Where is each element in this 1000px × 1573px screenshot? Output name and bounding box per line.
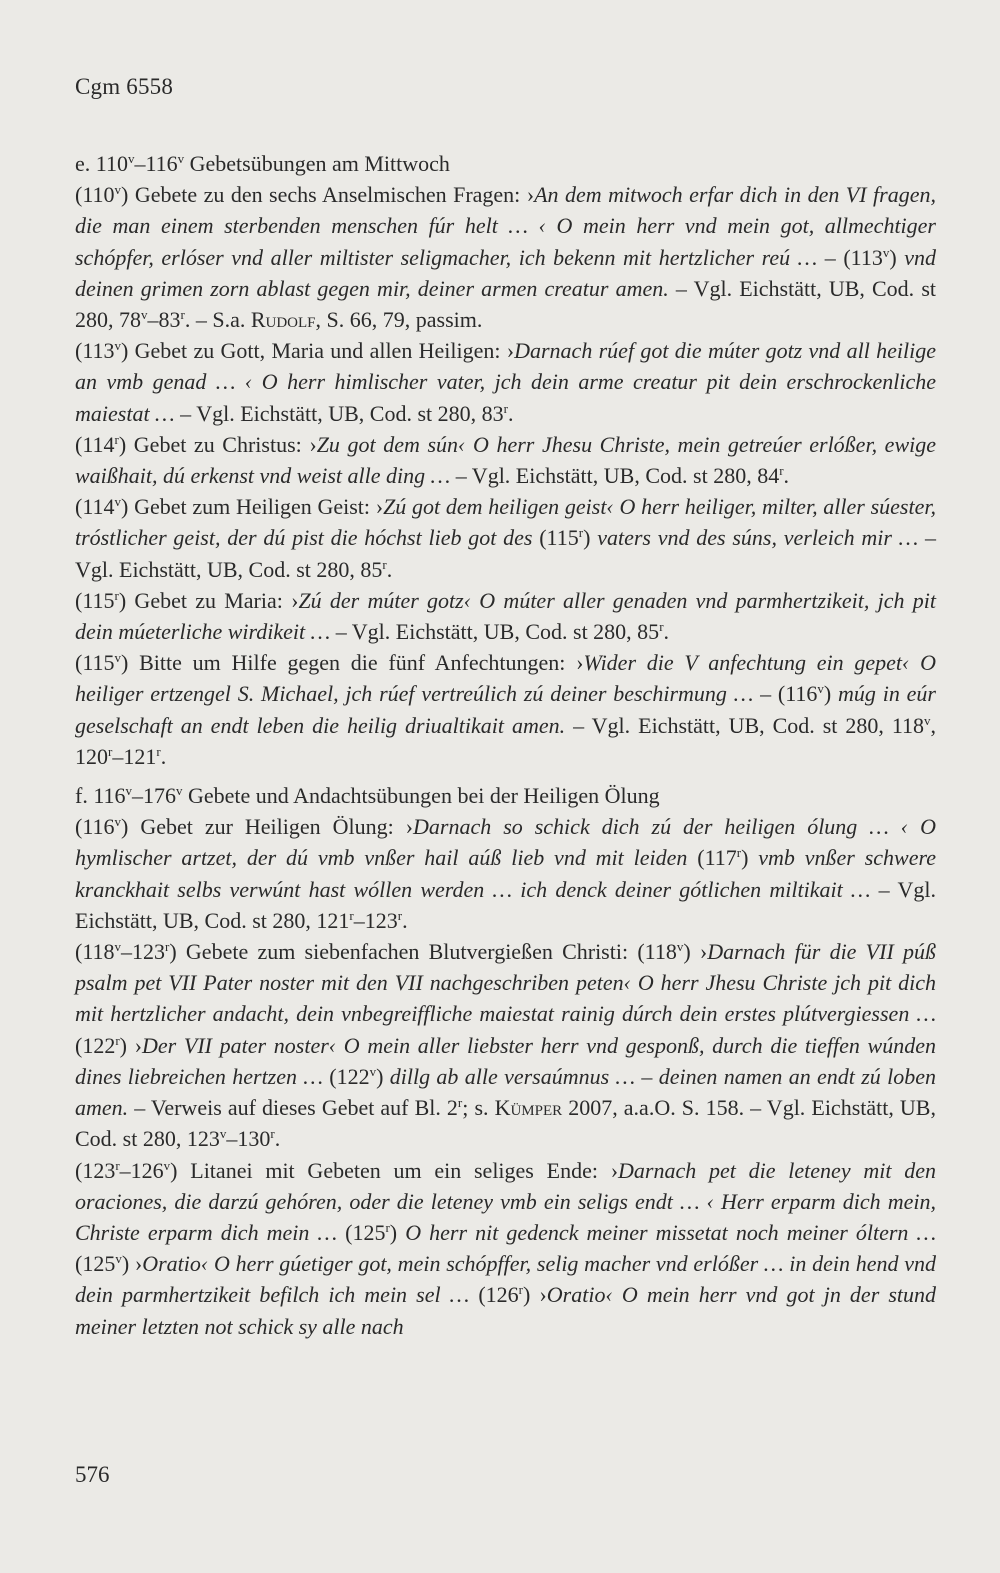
quotation-text: Zú got dem heiligen geist‹ O herr heiliger, milter, aller súester, tróstlicher geist, der dú pist die hóchst lieb got des [75,494,936,551]
quotation-text: Der VII pater noster‹ O mein aller liebster herr vnd gesponß, durch die tieffen wúnden dines liebreichen hertzen … [75,1032,936,1089]
folio-side: r [108,743,113,759]
body-text [75,148,936,1342]
folio-side: v [125,783,133,799]
folio-side: r [349,907,354,923]
text-run: – Vgl. Eichstätt, UB, Cod. st 280, 78 [75,275,936,333]
text-run: (113 [75,338,115,364]
folio-side: r [180,307,185,323]
running-head: Cgm 6558 [75,74,174,99]
folio-side: v [114,182,122,198]
text-run: (114 [75,494,115,520]
folio-side: r [779,463,784,479]
text-run: –123 [121,939,166,965]
text-run: – Vgl. Eichstätt, UB, Cod. st 280, 118 [565,712,924,738]
folio-side: r [385,1219,390,1235]
text-run: . [274,1126,281,1152]
folio-side: r [115,1032,120,1048]
quotation-text: O herr nit gedenck meiner missetat noch meiner óltern … [405,1219,937,1245]
folio-side: r [114,431,119,447]
quotation-text: Darnach so schick dich zú der heiligen ólung … ‹ O hymlischer artzet, der dú vmb vnßer hail aúß lieb vnd mit leiden [75,814,936,871]
text-run: (117 [687,845,737,871]
text-run: Gebetsübungen am Mittwoch [184,151,450,176]
entry [75,429,936,491]
section-heading [75,780,936,811]
author-name: Rudolf [250,307,316,333]
quotation-text: Oratio‹ O herr gúetiger got, mein schópffer, selig macher vnd erlóßer … in dein hend vnd dein parmhertzikeit befilch ich mein sel … [75,1251,936,1308]
folio-side: v [141,307,148,323]
text-run: . [507,400,514,426]
text-run: (125 [337,1219,386,1245]
text-run: (122 [75,1032,116,1058]
entry [75,335,936,429]
text-run: – (113 [817,244,883,270]
text-run: ) Gebet zum Heiligen Geist: › [121,494,384,520]
text-run: ) › [523,1282,547,1308]
quotation-text: Oratio‹ O mein herr vnd got jn der stund meiner letzten not schick sy alle nach [75,1282,937,1339]
folio-side: r [270,1126,275,1142]
folio-side: r [736,845,742,861]
folio-side: v [369,1063,377,1079]
text-run: ; s. [462,1095,495,1121]
text-run: ) Gebet zu Gott, Maria und allen Heiligen: › [121,338,515,364]
text-run: ) [376,1063,390,1089]
text-run: (126 [469,1282,519,1308]
quotation-text: vnd deinen grimen zorn ablast gegen mir, deiner armen creatur amen. [75,244,937,301]
folio-side: v [114,939,122,955]
folio-side: v [114,814,122,830]
text-run: , 120 [75,712,936,769]
text-run: –123 [353,907,398,933]
author-name: Kümper [494,1095,563,1121]
section [75,780,936,1342]
quotation-text: múg in eúr geselschaft an endt leben die heilig driualtikait amen. [75,681,936,738]
quotation-text: Darnach für die VII púß psalm pet VII Pater noster mit den VII nachgeschriben peten‹ O herr Jhesu Christe jch pit dich mit hertzlicher andacht, dein vnbegreiffliche maiestat rainig dúrch dein erstes plútvergiessen … [75,939,937,1027]
folio-side: r [156,743,161,759]
section [75,148,936,772]
folio-side: v [817,681,824,697]
folio-side: v [176,783,183,799]
quotation-text: An dem mitwoch erfar dich in den VI fragen, die man einem sterbenden menschen fúr helt … ‹ O mein herr vnd mein got, allmechtiger schópfer, erlóser vnd aller miltister seligmacher, ich bekenn mit hertzlicher reú … [75,182,936,270]
section-heading [75,148,936,179]
text-run: ) Bitte um Hilfe gegen die fünf Anfechtungen: › [121,650,584,676]
quotation-text: Darnach rúef got die múter gotz vnd all heilige an vmb genad … ‹ O herr himlischer vater, jch dein arme creatur pit dein erschrockenliche maiestat … [75,338,936,426]
entry [75,936,936,1154]
folio-side: r [503,400,508,416]
text-run: . [160,743,167,769]
text-run: (116 [75,814,115,840]
entry [75,585,936,647]
folio-side: v [115,1251,122,1267]
text-run: (125 [75,1251,116,1277]
text-run: (110 [75,182,115,208]
folio-side: r [382,556,387,572]
text-run: (115 [75,650,115,676]
quotation-text: Wider die V anfechtung ein gepet‹ O heiliger ertzengel S. Michael, jch rúef vertreúlich zú deiner beschirmung … [75,650,936,707]
text-run: –130 [226,1126,271,1152]
text-run: (114 [75,431,115,457]
folio-side: v [882,244,890,260]
text-run: e. 110 [75,151,128,176]
text-run: ) [889,244,905,270]
entry [75,647,936,772]
text-run: – Verweis auf dieses Gebet auf Bl. 2 [128,1095,458,1121]
folio-side: v [163,1157,171,1173]
text-run: ) › [683,939,708,965]
text-run: ) › [119,1032,142,1058]
folio-side: v [127,151,135,166]
folio-side: r [659,619,664,635]
folio-side: v [114,494,122,510]
folio-side: v [924,712,931,728]
folio-side: r [578,525,584,541]
text-run: ) Gebet zur Heiligen Ölung: › [121,814,414,840]
text-run: . [402,907,408,933]
quotation-text: dillg ab alle versaúmnus … – deinen namen an endt zú loben amen. [75,1063,937,1121]
page-number: 576 [75,1462,110,1487]
text-run: –176 [132,783,177,809]
text-run: ) › [121,1251,143,1277]
text-run: ) [389,1219,406,1245]
text-run: – Vgl. Eichstätt, UB, Cod. st 280, 121 [75,876,936,933]
text-run: –83 [147,307,181,333]
folio-side: r [518,1282,524,1298]
text-run: – Vgl. Eichstätt, UB, Cod. st 280, 83 [174,400,504,426]
text-run: ) Litanei mit Gebeten um ein seliges Ende: › [170,1157,619,1183]
text-run: ) [741,845,759,871]
quotation-text: vaters vnd des súns, verleich mir … [597,525,919,551]
quotation-text: Darnach pet die leteney mit den oraciones, die darzú gehóren, oder die leteney vmb ein seligs endt … ‹ Herr erparm dich mein, Christe erparm dich mein … [75,1157,936,1245]
text-run: (118 [75,939,115,965]
text-run: (115 [75,587,115,613]
text-run: (115 [532,525,579,551]
text-run: (122 [322,1063,370,1089]
text-run: ) Gebete zum siebenfachen Blutvergießen Christi: (118 [169,939,677,965]
text-run: ) [823,681,839,707]
text-run: . [386,556,393,582]
text-run: . – S.a. [184,307,251,333]
text-run: ) Gebet zu Christus: › [118,431,317,457]
folio-side: v [676,939,684,955]
quotation-text: Zú der múter gotz‹ O múter aller genaden vnd parmhertzikeit, jch pit dein múeterliche wirdikeit … [75,587,936,645]
text-run: –126 [119,1157,164,1183]
text-run: ) Gebet zu Maria: › [118,587,299,613]
text-run: . [663,619,670,645]
text-run: ) Gebete zu den sechs Anselmischen Fragen: › [121,182,535,208]
entry [75,1155,936,1342]
text-run: (123 [75,1157,116,1183]
folio-side: r [457,1095,463,1111]
text-run: –121 [112,743,157,769]
text-run: , S. 66, 79, passim. [315,307,483,333]
folio-side: v [177,151,185,166]
quotation-text: Zu got dem sún‹ O herr Jhesu Christe, mein getreúer erlóßer, ewige waißhait, dú erkenst vnd weist alle ding … [75,431,936,489]
folio-side: v [114,338,122,354]
text-run: –116 [134,151,178,176]
folio-side: r [165,939,170,955]
entry [75,491,936,585]
entry [75,811,936,936]
entry [75,179,936,335]
folio-side: r [114,587,119,603]
quotation-text: vmb vnßer schwere kranckhait selbs verwúnt hast wóllen werden … ich denck deiner gótlichen miltikait … [75,845,936,902]
folio-side: v [219,1126,227,1142]
text-run: – Vgl. Eichstätt, UB, Cod. st 280, 85 [330,619,660,645]
text-run: f. 116 [75,783,126,809]
folio-side: r [115,1157,120,1173]
text-run: – Vgl. Eichstätt, UB, Cod. st 280, 85 [75,525,936,582]
text-run: Gebete und Andachtsübungen bei der Heiligen Ölung [182,783,660,809]
text-run: – Vgl. Eichstätt, UB, Cod. st 280, 84 [450,463,780,489]
folio-side: v [114,650,122,666]
text-run: . [783,463,790,489]
text-run: 2007, a.a.O. S. 158. – Vgl. Eichstätt, UB, Cod. st 280, 123 [75,1095,936,1152]
text-run: ) [583,525,598,551]
folio-side: r [397,907,403,923]
text-run: – (116 [753,681,818,707]
